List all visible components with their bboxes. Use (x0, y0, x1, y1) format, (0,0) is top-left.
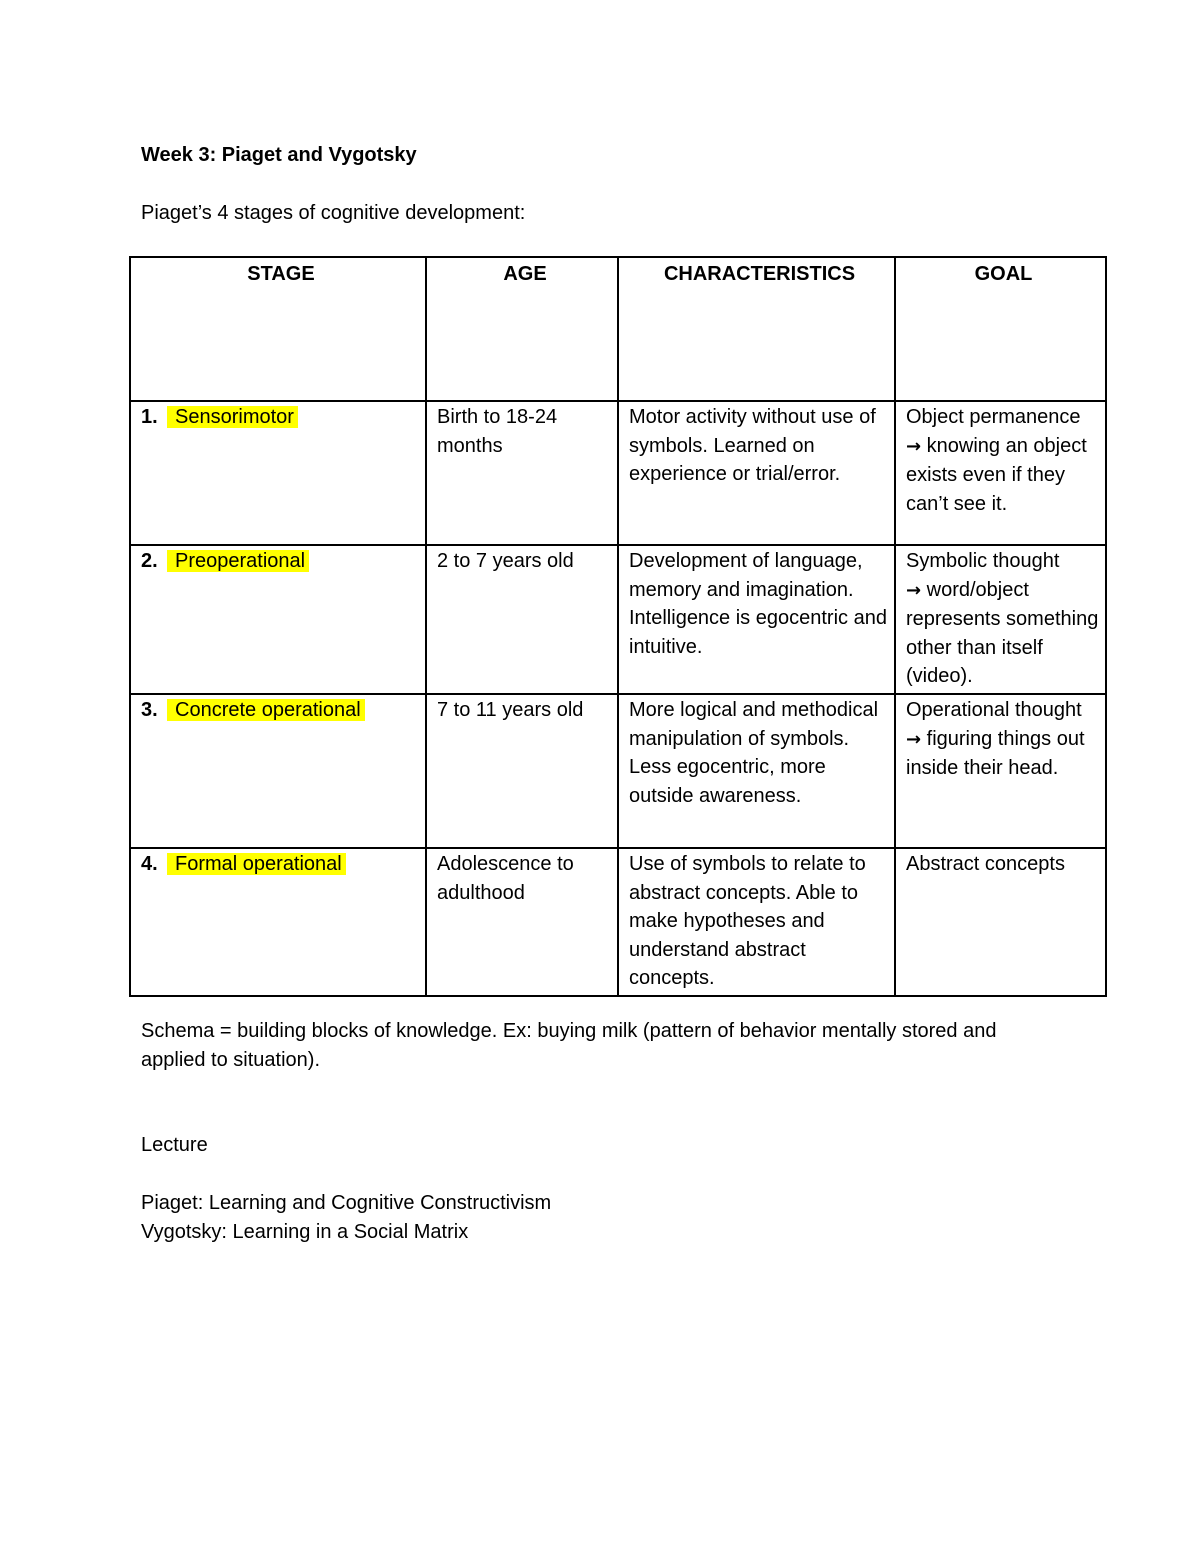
stage-number: 2. (141, 550, 158, 572)
stage-number: 3. (141, 698, 158, 721)
characteristics-cell: Development of language, memory and imagination. Intelligence is egocentric and intuitive. (618, 545, 895, 694)
document-title: Week 3: Piaget and Vygotsky (141, 144, 417, 166)
stage-number: 4. (141, 852, 158, 875)
goal-text: knowing an object exists even if they can’t see it. (906, 434, 1087, 515)
stage-name-highlight: Formal operational (167, 853, 346, 875)
goal-cell (895, 401, 1106, 545)
lecture-line-vygotsky: Vygotsky: Learning in a Social Matrix (141, 1221, 469, 1243)
goal-text: word/object represents something other than itself (video). (906, 578, 1099, 688)
table-row (130, 694, 1106, 848)
goal-text: figuring things out inside their head. (906, 727, 1085, 780)
goal-lead: Abstract concepts (906, 852, 1065, 875)
age-cell: Adolescence to adulthood (426, 848, 618, 996)
header-characteristics: CHARACTERISTICS (618, 257, 895, 401)
arrow-right-icon: → (906, 579, 922, 601)
characteristics-cell: Use of symbols to relate to abstract concepts. Able to make hypotheses and understand abstract concepts. (618, 848, 895, 996)
goal-cell (895, 545, 1106, 694)
goal-lead: Object permanence (906, 406, 1081, 428)
stage-cell (130, 401, 426, 545)
stage-name-highlight: Preoperational (167, 550, 309, 572)
stage-name-highlight: Sensorimotor (167, 406, 298, 428)
age-cell: 2 to 7 years old (426, 545, 618, 694)
header-goal: GOAL (895, 257, 1106, 401)
characteristics-cell: Motor activity without use of symbols. Learned on experience or trial/error. (618, 401, 895, 545)
header-age: AGE (426, 257, 618, 401)
arrow-right-icon: → (906, 728, 922, 750)
stage-cell (130, 694, 426, 848)
lecture-heading: Lecture (141, 1134, 208, 1156)
age-cell: Birth to 18-24 months (426, 401, 618, 545)
goal-lead: Operational thought (906, 698, 1082, 721)
stage-cell (130, 848, 426, 996)
stage-name-highlight: Concrete operational (167, 699, 365, 721)
goal-lead: Symbolic thought (906, 550, 1060, 572)
age-cell: 7 to 11 years old (426, 694, 618, 848)
table-row (130, 401, 1106, 545)
lecture-line-piaget: Piaget: Learning and Cognitive Constructivism (141, 1192, 552, 1214)
table-row (130, 848, 1106, 996)
schema-note: Schema = building blocks of knowledge. Ex: buying milk (pattern of behavior mentally stored and applied to situation). (141, 1020, 997, 1071)
table-row (130, 545, 1106, 694)
piaget-stages-table (129, 256, 1107, 997)
characteristics-cell: More logical and methodical manipulation of symbols. Less egocentric, more outside awareness. (618, 694, 895, 848)
document-subtitle: Piaget’s 4 stages of cognitive development: (141, 202, 526, 224)
header-stage: STAGE (130, 257, 426, 401)
stage-cell (130, 545, 426, 694)
arrow-right-icon: → (906, 435, 922, 457)
goal-cell (895, 848, 1106, 996)
table-header-row (130, 257, 1106, 401)
goal-cell (895, 694, 1106, 848)
stage-number: 1. (141, 406, 158, 428)
